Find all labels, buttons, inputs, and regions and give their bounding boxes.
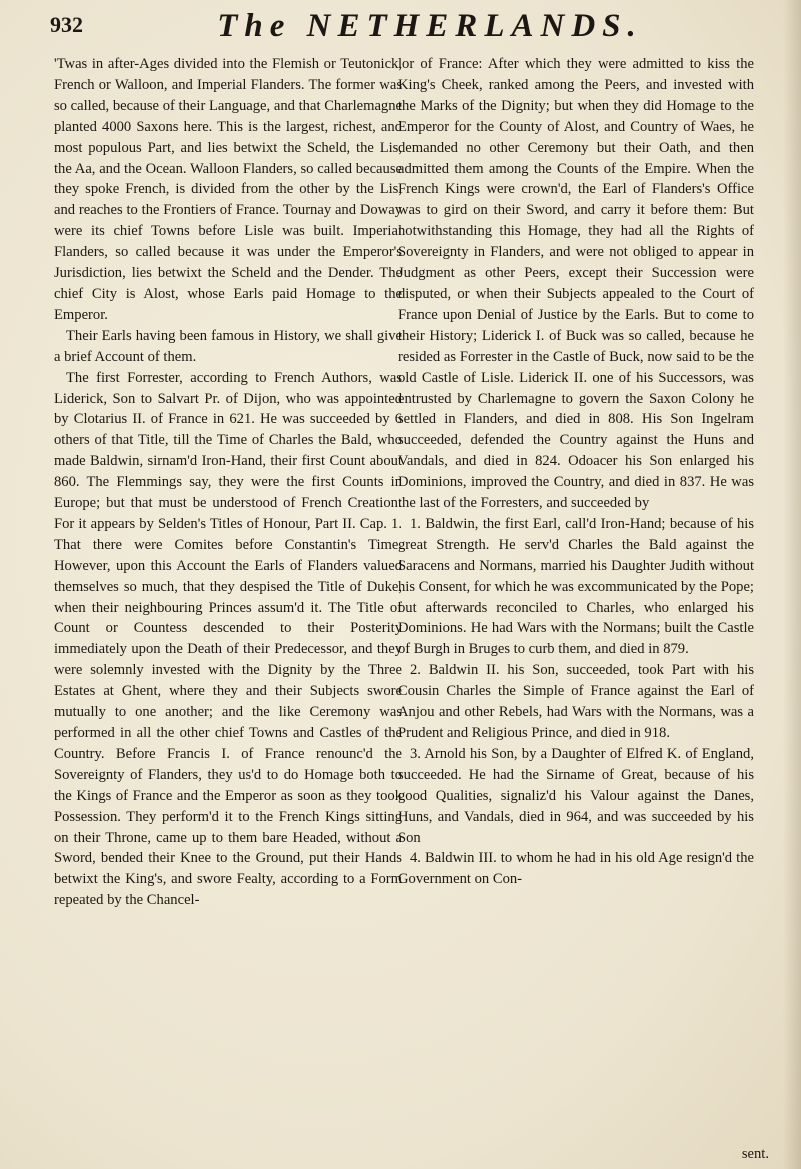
paragraph: 'Twas in after-Ages divided into the Flemish or Teutonick, French or Walloon, and Imperial Flanders. The former was so called, because of their Language, and that Charlemagne planted 4000 Saxons here. This is the largest, richest, and most populous Part, and lies betwixt the Scheld, the Lis, the Aa, and the Ocean. Walloon Flanders, so called because they spoke French, is divided from the other by the Lis, and reaches to the Frontiers of France. Tournay and Doway were its chief Towns before Lisle was built. Imperial Flanders, so called because it was under the Emperor's Jurisdiction, lies betwixt the Scheld and the Dender. The chief City is Alost, whose Earls paid Homage to the Emperor. bbox=[54, 56, 402, 323]
running-header bbox=[50, 8, 770, 44]
paragraph: 2. Baldwin II. his Son, succeeded, took Part with his Cousin Charles the Simple of France against the Earl of Anjou and other Rebels, had Wars with the Normans, was a Prudent and Religious Prince, and died in 918. bbox=[398, 662, 754, 741]
page-edge-shadow bbox=[783, 0, 801, 1169]
paragraph: 4. Baldwin III. to whom he had in his old Age resign'd the Government on Con- bbox=[398, 850, 754, 888]
paragraph: The first Forrester, according to French Authors, was Liderick, Son to Salvart Pr. of Dijon, who was appointed by Clotarius II. of France in 621. He was succeeded by 6 others of that Title, till the Time of Charles the Bald, who made Baldwin, sirnam'd Iron-Hand, their first Count about 860. The Flemmings say, they were the first Counts in Europe; but that must be understood of French Creation: For it appears by Selden's Titles of Honour, Part II. Cap. 1. That there were Comites before Constantin's Time. However, upon this Account the Earls of Flanders valued themselves so much, that they despised the Title of Duke, when their neighbouring Princes assum'd it. The Title of Count or Countess descended to their Posterity immediately upon the Death of their Predecessor, and they were solemnly invested with the Dignity by the Three Estates at Ghent, where they and their Subjects swore mutually to one another; and the like Ceremony was performed in all the other chief Towns and Castles of the Country. Before Francis I. of France renounc'd the Sovereignty of Flanders, they us'd to do Homage both to the Kings of France and the Emperor as soon as they took Possession. They perform'd it to the French Kings sitting on their Throne, came up to them bare Headed, without a Sword, bended their Knee to the Ground, put their Hands betwixt the King's, and swore Fealty, according to a Form repeated by the Chancel- bbox=[54, 369, 402, 909]
catchword: sent. bbox=[741, 1146, 769, 1162]
paragraph: 3. Arnold his Son, by a Daughter of Elfred K. of England, succeeded. He had the Sirname of Great, because of his good Qualities, signaliz'd his Valour against the Danes, Huns, and Vandals, died in 964, and was succeeded by his Son bbox=[398, 745, 754, 846]
page-number: 932 bbox=[50, 12, 83, 37]
right-column bbox=[398, 54, 754, 890]
paragraph: Their Earls having been famous in History, we shall give a brief Account of them. bbox=[54, 327, 402, 365]
paragraph: 1. Baldwin, the first Earl, call'd Iron-Hand; because of his great Strength. He serv'd Charles the Bald against the Saracens and Normans, married his Daughter Judith without his Consent, for which he was excommunicated by the Pope; but afterwards reconciled to Charles, who enlarged his Dominions. He had Wars with the Normans; built the Castle of Burgh in Bruges to curb them, and died in 879. bbox=[398, 515, 754, 658]
left-column bbox=[54, 54, 402, 911]
paragraph: lor of France: After which they were admitted to kiss the King's Cheek, ranked among the Peers, and invested with the Marks of the Dignity; but when they did Homage to the Emperor for the County of Alost, and Country of Waes, he demanded no other Ceremony but their Oath, and then admitted them among the Counts of the Empire. When the French Kings were crown'd, the Earl of Flanders's Office was to gird on their Sword, and carry it before them: But notwithstanding this Homage, they had all the Rights of Sovereignty in Flanders, and were not obliged to appear in Judgment as other Peers, except their Succession were disputed, or when their Subjects appealed to the Court of France upon Denial of Justice by the Earls. But to come to their History; Liderick I. of Buck was so called, because he resided as Forrester in the Castle of Buck, now said to be the old Castle of Lisle. Liderick II. one of his Successors, was entrusted by Charlemagne to govern the Saxon Colony he settled in Flanders, and died in 808. His Son Ingelram succeeded, defended the Country against the Huns and Vandals, and died in 824. Odoacer his Son enlarged his Dominions, improved the Country, and died in 837. He was the last of the Forresters, and succeeded by bbox=[398, 56, 754, 512]
running-title: The NETHERLANDS. bbox=[217, 8, 643, 44]
